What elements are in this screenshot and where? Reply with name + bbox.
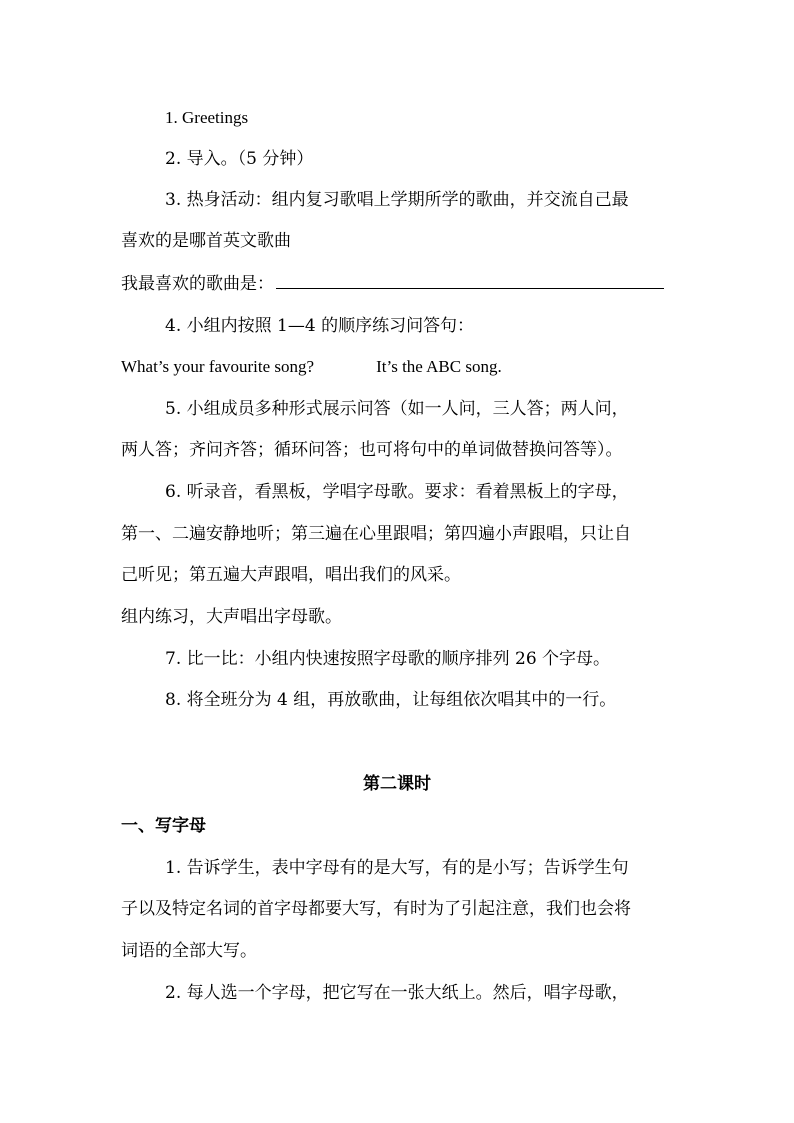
section-write-letters: 一、写字母 <box>121 816 206 836</box>
item-introduction: 2. 导入。（5 分钟） <box>165 149 314 169</box>
item-group-show-line1: 5. 小组成员多种形式展示问答（如一人问，三人答；两人问， <box>165 399 629 419</box>
item-capitals-line1: 1. 告诉学生，表中字母有的是大写，有的是小写；告诉学生句 <box>165 858 629 878</box>
item-greetings: 1. Greetings <box>165 108 249 127</box>
favorite-song-label: 我最喜欢的歌曲是： <box>121 274 274 294</box>
item-group-show-line2: 两人答；齐问齐答；循环问答；也可将句中的单词做替换问答等）。 <box>121 440 623 460</box>
item-warmup-line2: 喜欢的是哪首英文歌曲 <box>121 231 291 251</box>
item-warmup-line1: 3. 热身活动：组内复习歌唱上学期所学的歌曲，并交流自己最 <box>165 190 629 210</box>
favorite-song-prompt <box>121 272 664 295</box>
dialogue-line <box>121 356 502 378</box>
item-alphabet-song-line1: 6. 听录音，看黑板，学唱字母歌。要求：看着黑板上的字母， <box>165 482 629 502</box>
item-alphabet-song-line2: 第一、二遍安静地听；第三遍在心里跟唱；第四遍小声跟唱，只让自 <box>121 524 631 544</box>
lesson2-title: 第二课时 <box>363 774 431 794</box>
dialogue-question: What’s your favourite song? <box>121 357 315 376</box>
favorite-song-blank <box>276 272 664 289</box>
item-alphabet-song-line3: 己听见；第五遍大声跟唱，唱出我们的风采。 <box>121 565 461 585</box>
item-choose-letter-line1: 2. 每人选一个字母，把它写在一张大纸上。然后，唱字母歌， <box>165 983 629 1003</box>
item-group-singing: 8. 将全班分为 4 组，再放歌曲，让每组依次唱其中的一行。 <box>165 690 617 710</box>
item-letter-race: 7. 比一比：小组内快速按照字母歌的顺序排列 26 个字母。 <box>165 649 611 669</box>
item-pair-practice: 4. 小组内按照 1—4 的顺序练习问答句： <box>165 316 475 336</box>
item-capitals-line2: 子以及特定名词的首字母都要大写，有时为了引起注意，我们也会将 <box>121 899 631 919</box>
group-practice-note: 组内练习，大声唱出字母歌。 <box>121 607 342 627</box>
dialogue-answer: It’s the ABC song. <box>376 357 502 376</box>
item-capitals-line3: 词语的全部大写。 <box>121 941 257 961</box>
